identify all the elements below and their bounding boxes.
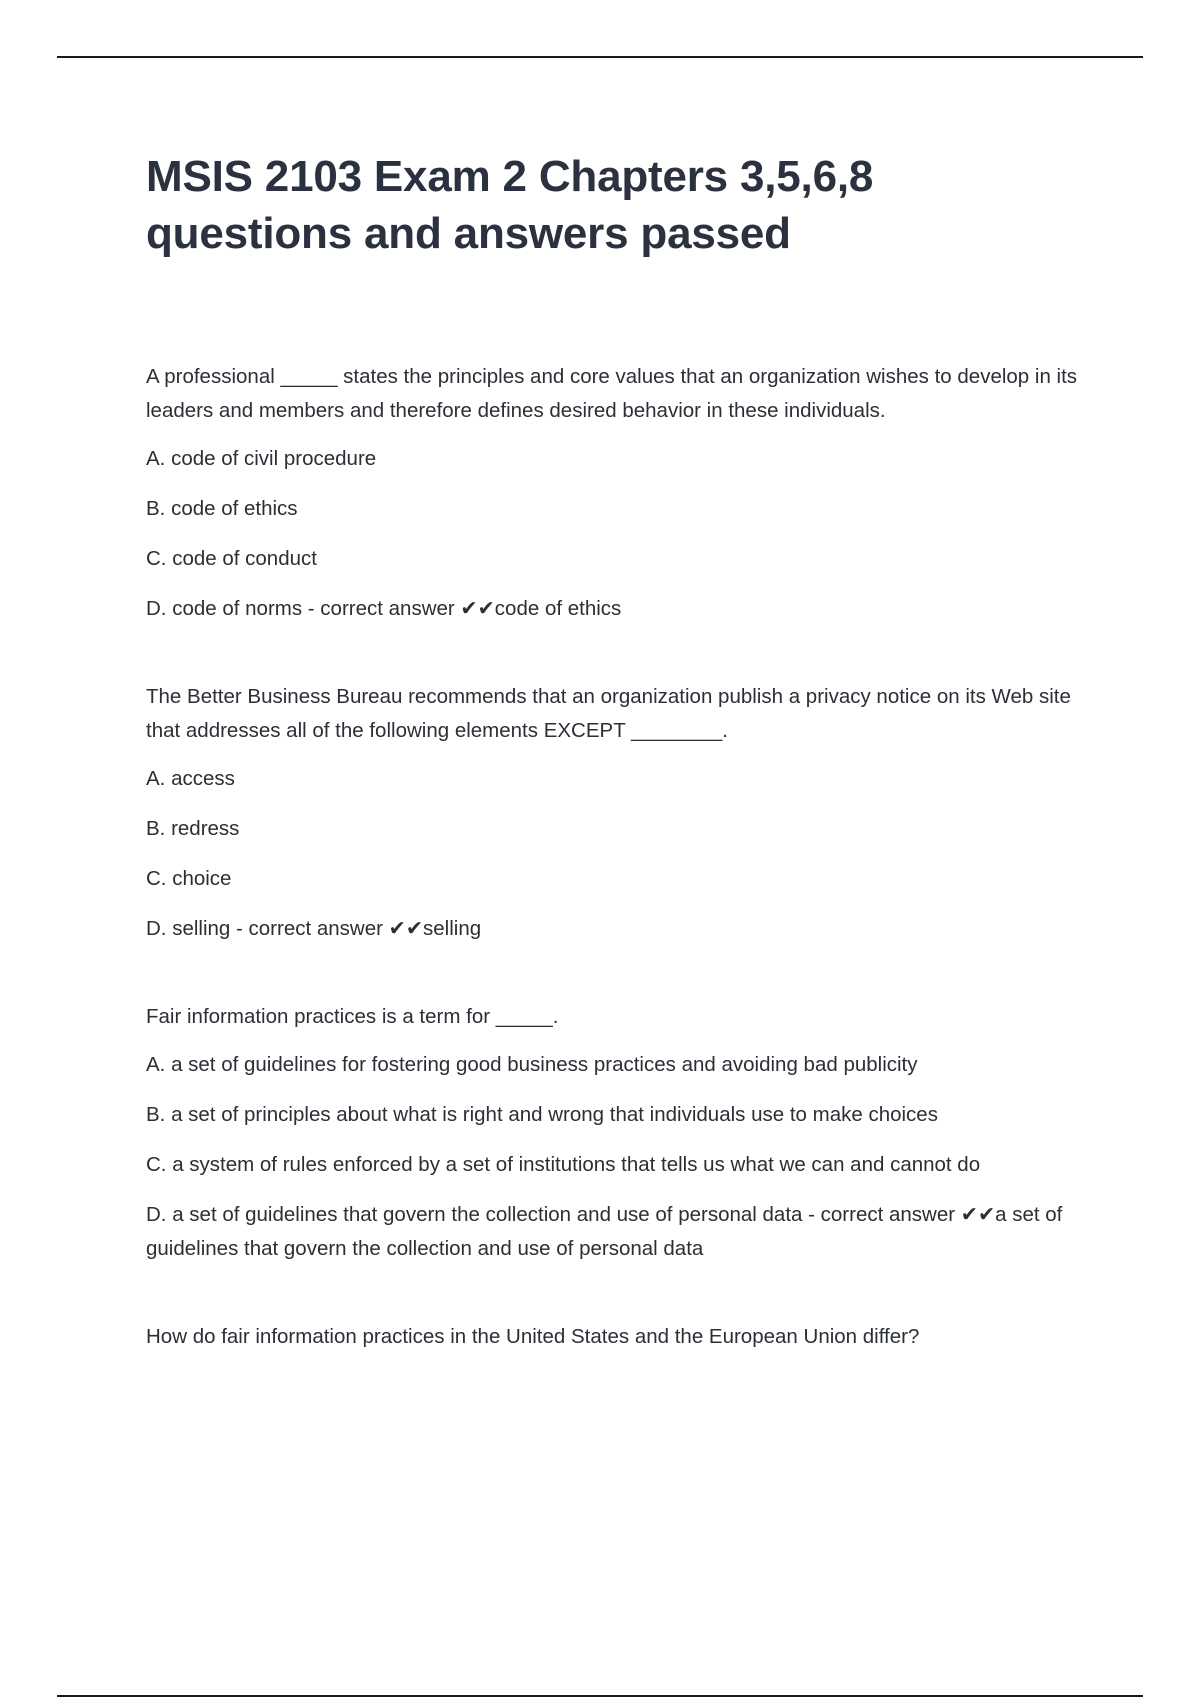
question-2-option-d: D. selling - correct answer ✔✔selling xyxy=(146,917,482,940)
question-3-option-c: C. a system of rules enforced by a set of institutions that tells us what we can and cannot do xyxy=(146,1153,981,1176)
question-1-stem: A professional _____ states the principles and core values that an organization wishes to develop in its leaders and members and therefore defines desired behavior in these individuals. xyxy=(146,365,1078,422)
question-2-option-c: C. choice xyxy=(146,867,232,890)
question-2-stem: The Better Business Bureau recommends that an organization publish a privacy notice on its Web site that addresses all of the following elements EXCEPT ________. xyxy=(146,685,1071,742)
question-1-option-a: A. code of civil procedure xyxy=(146,447,377,470)
document-body xyxy=(146,148,1086,1408)
question-1-option-d: D. code of norms - correct answer ✔✔code of ethics xyxy=(146,597,622,620)
question-1-option-c: C. code of conduct xyxy=(146,547,317,570)
question-list xyxy=(146,360,1086,1354)
question-2 xyxy=(146,680,1086,946)
question-1-option-b: B. code of ethics xyxy=(146,497,298,520)
title-line-2: questions and answers passed xyxy=(146,209,791,258)
bottom-rule xyxy=(57,1695,1143,1697)
question-2-option-b: B. redress xyxy=(146,817,240,840)
question-3-option-b: B. a set of principles about what is right and wrong that individuals use to make choices xyxy=(146,1103,938,1126)
question-4 xyxy=(146,1320,1086,1354)
question-1 xyxy=(146,360,1086,626)
question-3-stem: Fair information practices is a term for _____. xyxy=(146,1005,559,1028)
question-2-option-a: A. access xyxy=(146,767,235,790)
document-title xyxy=(146,148,1086,262)
question-3-option-a: A. a set of guidelines for fostering good business practices and avoiding bad publicity xyxy=(146,1053,918,1076)
question-3 xyxy=(146,1000,1086,1266)
question-3-option-d: D. a set of guidelines that govern the collection and use of personal data - correct answer ✔✔a set of guidelines that govern the collection and use of personal data xyxy=(146,1203,1063,1260)
top-rule xyxy=(57,56,1143,58)
question-4-stem: How do fair information practices in the United States and the European Union differ? xyxy=(146,1325,920,1348)
title-line-1: MSIS 2103 Exam 2 Chapters 3,5,6,8 xyxy=(146,152,874,201)
